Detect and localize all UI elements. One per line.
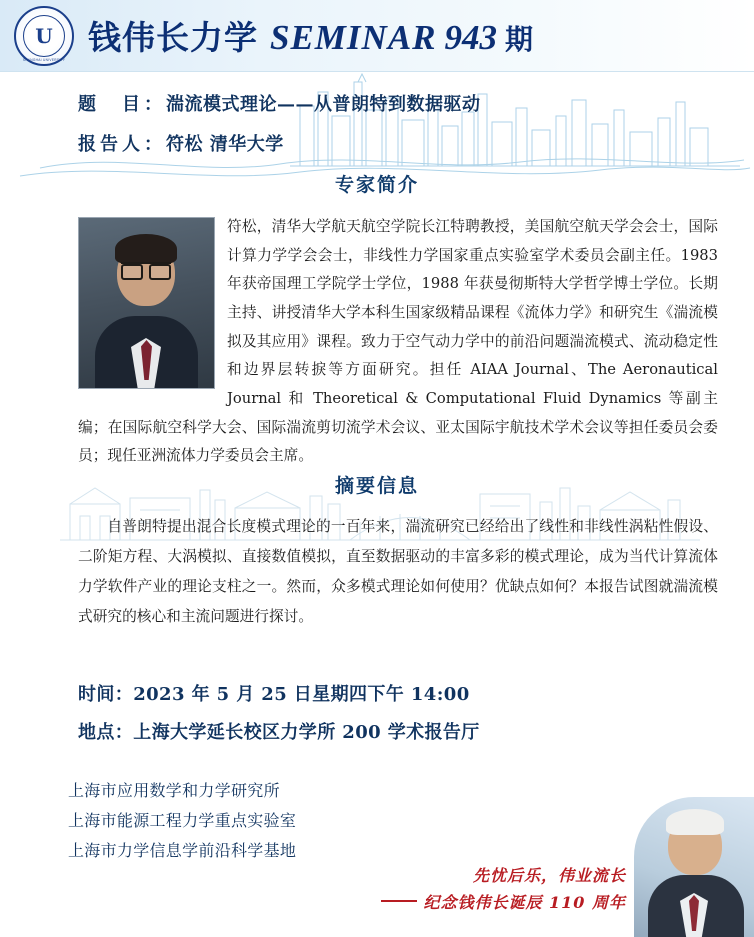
logo-ring-text: SHANGHAI UNIVERSITY <box>22 57 66 62</box>
list-item: 上海市力学信息学前沿科学基地 <box>68 841 297 861</box>
logistics-block <box>78 680 754 744</box>
commemorative-portrait <box>634 797 754 937</box>
list-item: 上海市能源工程力学重点实验室 <box>68 811 297 831</box>
expert-bio-block <box>78 213 718 471</box>
top-info <box>0 72 754 156</box>
time-line <box>78 680 754 706</box>
speaker-value: 符松 清华大学 <box>166 134 284 155</box>
photo-hair <box>115 234 177 264</box>
topic-line <box>78 90 754 116</box>
photo-glasses <box>121 262 171 277</box>
title-issue-suffix: 期 <box>505 23 534 56</box>
commemorative-slogan <box>423 863 626 913</box>
time-value: 2023 年 5 月 25 日星期四下午 14:00 <box>133 684 470 706</box>
time-label: 时间： <box>78 684 134 706</box>
portrait-hair <box>666 809 724 835</box>
expert-bio-text: 符松，清华大学航天航空学院长江特聘教授，美国航空航天学会会士，国际计算力学学会会士，非线性力学国家重点实验室学术委员会副主任。1983 年获帝国理工学院学士学位，1988 年获曼彻斯特大学哲学博士学位。长期主持、讲授清华大学本科生国家级精品课程《流体力学》和研究生《湍流模拟及其应用》课程。致力于空气动力学中的前沿问题湍流模式、流动稳定性和边界层转捩等方面研究。担任 AIAA Journal、The Aeronautical Journal 和 Theoretical & Computational Fluid Dynamics 等副主编；在国际航空科学大会、国际湍流剪切流学术会议、亚太国际宇航技术学术会议等担任委员会委员；现任亚洲流体力学委员会主席。 <box>78 218 718 465</box>
place-value: 上海大学延长校区力学所 200 学术报告厅 <box>133 722 480 744</box>
speaker-label: 报告人： <box>78 134 166 155</box>
list-item: 上海市应用数学和力学研究所 <box>68 781 280 801</box>
logo-glyph: U <box>23 15 65 57</box>
speaker-photo <box>78 217 215 389</box>
speaker-line <box>78 130 754 156</box>
abstract-block <box>78 512 718 633</box>
page-title <box>88 12 533 59</box>
place-label: 地点： <box>78 722 134 744</box>
topic-label: 题 目： <box>78 94 166 115</box>
university-logo <box>14 6 74 66</box>
topic-value: 湍流模式理论——从普朗特到数据驱动 <box>166 94 481 115</box>
title-english: SEMINAR <box>270 18 437 57</box>
title-issue-number: 943 <box>444 18 498 57</box>
place-line <box>78 718 754 744</box>
section-title-abstract: 摘要信息 <box>334 474 419 497</box>
section-title-expert: 专家简介 <box>334 174 419 196</box>
title-chinese: 钱伟长力学 <box>88 18 258 57</box>
slogan-line-1: 先忧后乐，伟业流长 <box>472 866 626 885</box>
slogan-line-2: 纪念钱伟长诞辰 110 周年 <box>423 890 626 913</box>
poster-header <box>0 0 754 72</box>
abstract-text: 自普朗特提出混合长度模式理论的一百年来，湍流研究已经给出了线性和非线性涡粘性假设、二阶矩方程、大涡模拟、直接数值模拟，直至数据驱动的丰富多彩的模式理论，成为当代计算流体力学软件产业的理论支柱之一。然而，众多模式理论如何使用？优缺点如何？本报告试图就湍流模式研究的核心和主流问题进行探讨。 <box>78 517 718 626</box>
